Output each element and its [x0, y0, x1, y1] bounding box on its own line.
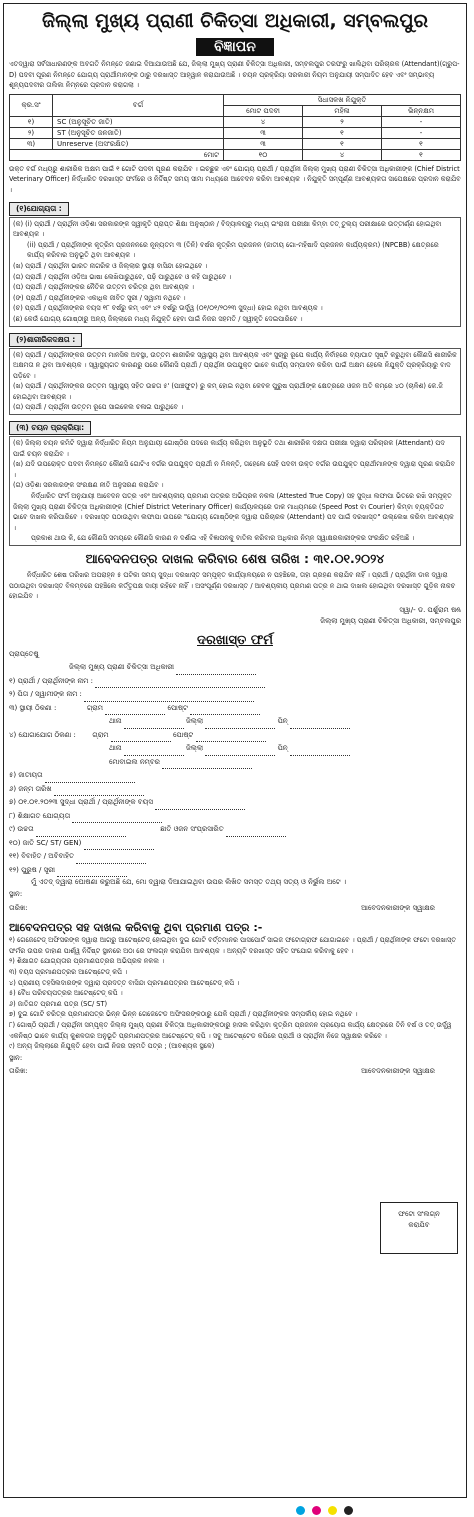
field-father-label: ୨) ପିତା / ସ୍ୱାମୀଙ୍କ ନାମ : [9, 690, 82, 699]
list-item: (କ) ପ୍ରାର୍ଥୀ / ପ୍ରାର୍ଥିନୀଙ୍କର ଉତ୍ତମ ମାନସିକ ଅବସ୍ଥା, ଉତ୍ତମ ଶାରୀରିକ ସ୍ୱାସ୍ଥ୍ୟ ଥିବା ଆବଶ୍ୟକ ଏବଂ ସୁଚାରୁ ରୂପେ କାର୍ଯ୍ୟ ନିର୍ବାହରେ ବ୍ୟାଘାତ ସୃଷ୍ଟି କରୁଥିବା କୌଣସି ଶାରୀରିକ ଅକ୍ଷମତା ନ ଥିବା ଆବଶ୍ୟକ । ସ୍ୱାସ୍ଥ୍ୟଗତ କାରଣରୁ ପରେ କୌଣସି ପ୍ରାର୍ଥୀ / ପ୍ରାର୍ଥିନୀ ଉପଯୁକ୍ତ ଭାବେ କାର୍ଯ୍ୟ ସମ୍ପାଦନ କରିବା ପାଇଁ ଅକ୍ଷମ ହେଲେ ନିଯୁକ୍ତି ପ୍ରକ୍ରିୟାରୁ ବାଦ ପଡ଼ିବେ । [13, 350, 457, 380]
list-item: ପ୍ରକାଶ ଥାଉ କି, ଯେ କୌଣସି ସମୟରେ କୌଣସି କାରଣ ନ ଦର୍ଶାଇ ଏହି ବିଜ୍ଞାପନକୁ ବାତିଲ କରିବାର ଅଧିକାର ନିମ୍ନ ସ୍ୱାକ୍ଷରକାରୀଙ୍କର ସଂରକ୍ଷିତ ରହିଅଛି । [31, 534, 415, 543]
eligibility-heading: (୧)ଯୋଗ୍ୟତା : [9, 202, 69, 216]
officer-designation: ଜିଲ୍ଲା ମୁଖ୍ୟ ପ୍ରାଣୀ ଚିକିତ୍ସା ଅଧିକାରୀ, ସମ୍ବଲପୁର [320, 616, 461, 625]
advertisement-heading: ବିଜ୍ଞାପନ [196, 38, 274, 56]
table-row: ୨) ST (ଅନୁସୂଚିତ ଜନଜାତି) ୩ ୧ - [10, 127, 461, 138]
magenta-registration-dot [312, 1506, 321, 1515]
form-to-value: ଜିଲ୍ଲା ମୁଖ୍ୟ ପ୍ରାଣୀ ଚିକିତ୍ସା ଅଧିକାରୀ [69, 663, 175, 672]
applicant-signature-2: ଆବେଦନକାରୀଙ୍କ ସ୍ୱାକ୍ଷର [361, 1067, 435, 1076]
mobile-field[interactable] [162, 759, 252, 769]
field-name-label: ୧) ପ୍ରାର୍ଥୀ / ପ୍ରାର୍ଥିନୀଙ୍କ ନାମ : [9, 676, 94, 685]
col-category: ବର୍ଗ [53, 94, 224, 116]
physical-section [9, 348, 461, 416]
list-item: ନିର୍ଦ୍ଧାରିତ ଫର୍ମ ଅନୁଯାୟୀ ଆବେଦନ ପତ୍ର ଏବଂ ଆବଶ୍ୟକୀୟ ପ୍ରମାଣ ପତ୍ରର ଅଭିପ୍ରକ ନକଲ (Attested True Copy) ସହ ସୁଦ୍ଧା ଲଫାପା ଭିତରେ ରଖି ସମ୍ପୃକ୍ତ ଜିଲ୍ଲା ମୁଖ୍ୟ ପ୍ରାଣୀ ଚିକିତ୍ସା ଅଧିକାରୀଙ୍କ (Chief District Veterinary Officer) କାର୍ଯ୍ୟାଳୟରେ ଡାକ ମାଧ୍ୟମରେ (Speed Post ବା Courier) କିମ୍ବା ବ୍ୟକ୍ତିଗତ ଭାବେ ଦାଖଲ କରିପାରିବେ । ଦରଖାସ୍ତ ପଠାଉଥିବା ଲଫାପା ଉପରେ "ଯୋଗ୍ୟ ଗୋଷ୍ଠିଙ୍କ ଦ୍ୱାରା ପରିଚାରକ (Attendant) ପଦ ପାଇଁ ଦରଖାସ୍ତ" ଉଲ୍ଲେଖ କରିବା ଆବଶ୍ୟକ । [13, 492, 454, 532]
form-to: ପ୍ରାପ୍ତେଷୁ [9, 649, 39, 658]
list-item: ୮) ଗୋଷ୍ଠି ପ୍ରାର୍ଥୀ / ପ୍ରାର୍ଥିନୀ ସମ୍ପୃକ୍ତ ଜିଲ୍ଲା ମୁଖ୍ୟ ପ୍ରାଣୀ ଚିକିତ୍ସା ଅଧିକାରୀଙ୍କଠାରୁ ହାସଲ କରିଥିବା କୃତ୍ରିମ ପ୍ରଜନନ ପ୍ରୟୋଗ କାର୍ଯ୍ୟ କ୍ଷେତ୍ରରେ ତିନି ବର୍ଷ ଓ ତତ୍ ଉର୍ଦ୍ଧ୍ୱ ଏକନିଷ୍ଠ ଭାବେ କାର୍ଯ୍ୟ କୁଶଳତାର ଅନୁଭୂତି ପ୍ରମାଣପତ୍ରର ଆଟେଷ୍ଟେଡ୍ କପି । ସବୁ ଆଟେଷ୍ଟେଡ କପିରେ ପ୍ରାର୍ଥୀ ଓ ପ୍ରାର୍ଥିନୀ ନିଜେ ସ୍ୱାକ୍ଷର କରିବେ । [9, 1021, 452, 1040]
list-item: (କ) ଜିଲ୍ଲା ଚୟନ କମିଟି ଦ୍ୱାରା ନିର୍ଦ୍ଧାରିତ ନିୟମ ଅନୁଯାୟୀ ଗୋଷ୍ଠିର ପଦରେ କାର୍ଯ୍ୟ କରିଥିବା ଅନୁଭୂତି ତଥା ଶାରୀରିକ ଦକ୍ଷତା ପରୀକ୍ଷା ଦ୍ୱାରା ପରିଚାରକ (Attendant) ପଦ ପାଇଁ ଚୟନ କରାଯିବ । [13, 439, 445, 458]
mobile-label: ମୋବାଇଲ ନମ୍ବର [109, 757, 160, 766]
list-item: (ii) ପ୍ରାର୍ଥୀ / ପ୍ରାର୍ଥିନୀଙ୍କ କୃତ୍ରିମ ପ୍ରଜନନରେ ନୂନ୍ୟତମ ୩ (ତିନି) ବର୍ଷର କୃତ୍ରିମ ପ୍ରଜନନ (ଜାତୀୟ ଗୋ-ମହିଷାଦି ପ୍ରଜନନ କାର୍ଯ୍ୟକ୍ରମ) (NPCBB) କ୍ଷେତ୍ରରେ କାର୍ଯ୍ୟ କରିବାର ଅନୁଭୂତି ଥିବା ଆବଶ୍ୟକ । [27, 240, 439, 260]
after-table-paragraph: ଉକ୍ତ ବର୍ଗ ମଧ୍ୟରୁ ଶାରୀରିକ ଅକ୍ଷମ ପାଇଁ ୧ ଗୋଟି ପଦବୀ ପୂରଣ କରାଯିବ । ଇଚ୍ଛୁକ ଏବଂ ଯୋଗ୍ୟ ପ୍ରାର୍ଥୀ / ପ୍ରାର୍ଥିନୀ ଜିଲ୍ଲା ମୁଖ୍ୟ ପ୍ରାଣୀ ଚିକିତ୍ସା ଅଧିକାରୀଙ୍କ (Chief District Veterinary Officer) ନିର୍ଦ୍ଧାରିତ ଦରଖାସ୍ତ ଫର୍ମରେ ଓ ନିର୍ଦ୍ଦିଷ୍ଟ ସମୟ ସୀମା ମଧ୍ୟରେ ଆବେଦନ କରିବା ଆବଶ୍ୟକ । ନିଯୁକ୍ତି ସମ୍ପୂର୍ଣ୍ଣ ଆବଶ୍ୟକତା ସାପେକ୍ଷରେ ପ୍ରଦାନ କରାଯିବ । [9, 164, 461, 194]
list-item: (ଖ) ପ୍ରାର୍ଥୀ / ପ୍ରାର୍ଥିନୀ ଭାରତ ନାଗରିକ ଓ ଜିଲ୍ଲାର ସ୍ଥାୟୀ ବାସିନ୍ଦା ହୋଇଥିବେ । [13, 261, 208, 270]
photo-box: ଫଟୋ ସଂଲଗ୍ନ କରାଯିବ [380, 1202, 458, 1254]
list-item: (ଖ) ପ୍ରାର୍ଥୀ / ପ୍ରାର୍ଥିନୀଙ୍କର ଉତ୍ତମ ସ୍ୱାସ୍ଥ୍ୟ ସହିତ ଉଚ୍ଚତା ୫' (ପାଞ୍ଚଫୁଟ) ରୁ କମ୍ ହୋଇ ନଥିବା କେବଳ ପୁରୁଷ ପ୍ରାର୍ଥୀଙ୍କ କ୍ଷେତ୍ରରେ ଓଜନ ଅତି କମ୍‌ରେ ୪୦ (ଚାଳିଶ) କେ.ଜି ହୋଇଥିବା ଆବଶ୍ୟକ । [13, 382, 443, 401]
list-item: (ଘ) ପ୍ରାର୍ଥୀ / ପ୍ରାର୍ଥିନୀଙ୍କର ନୈତିକ ଉତ୍ତମ ଚରିତ୍ର ଥିବା ଆବଶ୍ୟକ । [13, 283, 194, 292]
list-item: ୫) ବୈଧ ପରିଚୟପତ୍ରର ଆଟେଷ୍ଟେଡ୍ କପି । [9, 989, 123, 998]
list-item: ୪) ପ୍ରାଣୀୟ ତହସିଲଦାରଙ୍କ ଦ୍ୱାରା ପ୍ରଦତ୍ତ ବାସିନ୍ଦା ପ୍ରମାଣପତ୍ରର ଆଟେଷ୍ଟେଡ୍ କପି । [9, 978, 240, 987]
intro-paragraph: ଏତଦ୍ୱାରା ସର୍ବସାଧାରଣଙ୍କ ଅବଗତି ନିମନ୍ତେ ଜଣାଇ ଦିଆଯାଉଅଛି ଯେ, ଜିଲ୍ଲା ମୁଖ୍ୟ ପ୍ରାଣୀ ଚିକିତ୍ସା ଅଧିକାରୀ, ସମ୍ବଲପୁର ତରଫରୁ ଖାଲିଥିବା ପରିଚାରକ (Attendant)(ଗ୍ରୁପ-D) ପଦବୀ ପୂରଣ ନିମନ୍ତେ ଯୋଗ୍ୟ ପ୍ରାର୍ଥୀମାନଙ୍କ ଠାରୁ ଦରଖାସ୍ତ ଆହ୍ୱାନ କରାଯାଉଅଛି । ଚୟନ ପ୍ରକ୍ରିୟା ସରକାରୀ ନିୟମ ଅନୁଯାୟୀ ସମ୍ପାଦିତ ହେବ ଏବଂ ସମ୍ଭାବ୍ୟ ଶୂନ୍ୟପଦବୀର ତାଲିକା ନିମ୍ନରେ ପ୍ରଦାନ କରାଗଲା । [9, 60, 460, 90]
name-field[interactable] [95, 678, 265, 688]
list-item: (ଚ) ପ୍ରାର୍ଥୀ / ପ୍ରାର୍ଥିନୀଙ୍କର ବୟସ ୧୮ ବର୍ଷରୁ କମ୍ ଏବଂ ୪୨ ବର୍ଷରୁ ଊର୍ଦ୍ଧ୍ୱ (୦୧/୦୧/୨୦୨୩ ସୁଦ୍ଧା) ହୋଇ ନଥିବା ଆବଶ୍ୟକ । [13, 304, 323, 313]
col-women: ମହିଳା [303, 105, 382, 116]
list-item: (ଗ) ପ୍ରାର୍ଥୀ / ପ୍ରାର୍ଥିନୀ ଉତ୍ତମ ରୂପେ ସାଇକେଲ ଚଳାଇ ପାରୁଥିବେ । [13, 403, 184, 412]
field-contact-address-label: ୪) ଯୋଗାଯୋଗ ଠିକଣା : [9, 730, 76, 739]
father-name-field[interactable] [84, 692, 254, 702]
yellow-registration-dot [328, 1506, 337, 1515]
col-total: ମୋଟ ପଦବୀ [224, 105, 303, 116]
list-item: (ଗ) ଓଡ଼ିଶା ସରକାରଙ୍କ ସଂରକ୍ଷଣ ନୀତି ଅନୁସରଣ କରାଯିବ । [13, 481, 164, 490]
list-item: (କ) (i) ପ୍ରାର୍ଥୀ / ପ୍ରାର୍ଥିନୀ ଓଡ଼ିଶା ସରକାରଙ୍କ ସ୍ୱୀକୃତି ପ୍ରାପ୍ତ ଶିକ୍ଷା ଅନୁଷ୍ଠାନ / ବିଦ୍ୟାଳୟରୁ ମଧ୍ୟ ଇଂରାଜୀ ପରୀକ୍ଷା କିମ୍ବା ତତ୍ ତୁଲ୍ୟ ପରୀକ୍ଷାରେ ଉତ୍ତୀର୍ଣ୍ଣ ହୋଇଥିବା ଆବଶ୍ୟକ । [13, 219, 442, 239]
list-item: ୨) ଶିକ୍ଷାଗତ ଯୋଗ୍ୟତାର ପ୍ରମାଣପତ୍ରର ଅଭିପ୍ରକ ନକଲ । [9, 957, 165, 966]
selection-section [9, 436, 461, 546]
form-title: ଦରଖାସ୍ତ ଫର୍ମ [197, 632, 273, 648]
officer-signature [9, 605, 461, 627]
col-sl: କ୍ର.ସଂ [10, 94, 53, 116]
list-item: (ଖ) ଯଦି ଉପରୋକ୍ତ ପଦବୀ ନିମନ୍ତେ କୌଣସି ଗୋଟିଏ ବର୍ଗର ଉପଯୁକ୍ତ ପ୍ରାର୍ଥୀ ନ ମିଳନ୍ତି, ତାହେଲେ ସେହି ପଦବୀ ଉକ୍ତ ବର୍ଗର ଉପଯୁକ୍ତ ପ୍ରାର୍ଥୀମାନଙ୍କ ଦ୍ୱାରା ପୂରଣ କରାଯିବ । [13, 460, 455, 479]
list-item: (ଙ) ପ୍ରାର୍ଥୀ / ପ୍ରାର୍ଥିନୀଙ୍କର ଏକାଧିକ ଜୀବିତ ସ୍ତ୍ରୀ / ସ୍ୱାମୀ ନଥିବେ । [13, 293, 186, 302]
office-title: ଜିଲ୍ଲା ମୁଖ୍ୟ ପ୍ରାଣୀ ଚିକିତ୍ସା ଅଧିକାରୀ, ସମ୍ବଲପୁର [41, 10, 429, 32]
field-permanent-address-label: ୩) ସ୍ଥାୟୀ ଠିକଣା : [9, 703, 57, 712]
physical-heading: (୨)ଶାରୀରିକଦକ୍ଷତା : [9, 333, 82, 347]
list-item: ୭) ଦୁଇ ଗୋଟି ଚରିତ୍ର ପ୍ରମାଣପତ୍ର ଭିନ୍ନ ଭିନ୍ନ ଗେଜେଟେଡ ଅଫିସରଙ୍କଠାରୁ ଯେକି ପ୍ରାର୍ଥୀ / ପ୍ରାର୍ଥିନୀଙ୍କର ସମ୍ପର୍କୀୟ ହୋଇ ନଥିବେ । [9, 1010, 358, 1019]
documents-title: ଆବେଦନପତ୍ର ସହ ଦାଖଲ କରିବାକୁ ଥିବା ପ୍ରମାଣ ପତ୍ର :- [9, 921, 263, 935]
table-row: ୩) Unreserve (ଅସଂରକ୍ଷିତ) ୩ ୧ ୧ [10, 138, 461, 149]
list-item: (ଗ) ପ୍ରାର୍ଥୀ / ପ୍ରାର୍ଥିନୀ ଓଡ଼ିଆ ଭାଷା ଲେଖିପାରୁଥିବେ, ପଢ଼ି ପାରୁଥିବେ ଓ କହି ପାରୁଥିବେ । [13, 272, 232, 281]
col-pwd: ଭିନ୍ନକ୍ଷମ [382, 105, 461, 116]
declaration: ମୁଁ ଏତଦ୍ ଦ୍ୱାରା ଘୋଷଣା କରୁଅଛି ଯେ, ମୋ ଦ୍ୱାରା ଦିଆଯାଇଥିବା ଉପର ଲିଖିତ ସମସ୍ତ ତଥ୍ୟ ସତ୍ୟ ଓ ନିର୍ଭୁଲ ଅଟେ । [31, 878, 346, 887]
table-total-row: ମୋଟ ୧୦ ୪ ୧ [10, 149, 461, 160]
list-item: ୬) ଜାତିଗତ ପ୍ରମାଣ ପତ୍ର (SC/ ST) [9, 999, 108, 1008]
table-row: ୧) SC (ଅନୁସୂଚିତ ଜାତି) ୪ ୨ - [10, 116, 461, 127]
deadline-note: ନିର୍ଦ୍ଧାରିତ ଶେଷ ତାରିଖର ଅପରାହ୍ନ ୫ ଘଟିକା ସମୟ ସୁଦ୍ଧା ଦରଖାସ୍ତ ସମ୍ପୃକ୍ତ କାର୍ଯ୍ୟାଳୟରେ ନ ପହଞ୍ଚିଲେ, ତାହା ଗ୍ରହଣ କରାଯିବ ନାହିଁ । ପ୍ରାର୍ଥୀ / ପ୍ରାର୍ଥିନୀ ଡାକ ଦ୍ୱାରା ପଠାଉଥିବା ଦରଖାସ୍ତ ବିଳମ୍ବରେ ପହଞ୍ଚିଲେ କର୍ତ୍ତୃପକ୍ଷ ଦାୟୀ ରହିବେ ନାହିଁ । ଅସଂପୂର୍ଣ୍ଣ ଦରଖାସ୍ତ / ଆବଶ୍ୟକୀୟ ପ୍ରମାଣ ପତ୍ର ନ ଥାଇ ଦାଖଲ ହୋଇଥିବା ଦରଖାସ୍ତ ଗୁଡ଼ିକ ନାକଚ ହୋଇଯିବ । [9, 571, 456, 601]
selection-heading: (୩) ଚୟନ ପ୍ରକ୍ରିୟା: [9, 421, 91, 435]
cyan-registration-dot [296, 1506, 305, 1515]
list-item: ୩) ବୟସ ପ୍ରମାଣପତ୍ରର ଆଟେଷ୍ଟେଡ୍ କପି । [9, 968, 128, 977]
applicant-signature: ଆବେଦନକାରୀଙ୍କ ସ୍ୱାକ୍ଷର [361, 903, 435, 912]
vacancy-table [9, 94, 461, 161]
list-item: ୧) ଗେଜେଟେଡ୍ ଅଫିସରଙ୍କ ଦ୍ୱାରା ଆଗରୁ ଆଟେଷ୍ଟେଡ୍ ହୋଇଥିବା ଦୁଇ ଗୋଟି ବର୍ତ୍ତମାନର ପାସପୋର୍ଟ ସାଇଜ ଫଟୋଗ୍ରାଫ ଯୋଗାଇବେ । ପ୍ରାର୍ଥୀ / ପ୍ରାର୍ଥିନୀଙ୍କ ଫଟୋ ଦରଖାସ୍ତ ଫର୍ମର ଉପର ଡାହାଣ ପାର୍ଶ୍ୱ ନିର୍ଦ୍ଦିଷ୍ଟ ସ୍ଥାନରେ ଅଠା ରେ ସଂଲଗ୍ନ କରାଯିବା ଆବଶ୍ୟକ । ଅନ୍ୟଟି ଦରଖାସ୍ତ ସହିତ ସଂଯୋଗ କରିବାକୁ ହେବ । [9, 936, 457, 955]
col-group: ସିଧାସଳଖ ନିଯୁକ୍ତି [224, 94, 461, 105]
list-item: (ଛ) କେଉଁ ଯୋଗ୍ୟ ଗୋଷ୍ଠୀରୁ ଅନ୍ୟ ଜିଲ୍ଲାରେ ମଧ୍ୟ ନିଯୁକ୍ତି ହେବା ପାଇଁ ନିଜର ସହମତି / ସ୍ୱୀକୃତି ଦେଇପାରିବେ । [13, 314, 303, 323]
list-item: ୯) ଅନ୍ୟ ଜିଲ୍ଲାରେ ନିଯୁକ୍ତି ହେବା ପାଇଁ ନିଜର ସହମତି ପତ୍ର ; (ଆବଶ୍ୟକ ସ୍ଥଳେ) [9, 1042, 215, 1051]
last-date-heading: ଆବେଦନପତ୍ର ଦାଖଲ କରିବାର ଶେଷ ତାରିଖ : ୩୧.୦୧.୨୦୨୪ [85, 551, 385, 566]
advertisement-notice: ଜିଲ୍ଲା ମୁଖ୍ୟ ପ୍ରାଣୀ ଚିକିତ୍ସା ଅଧିକାରୀ, ସମ୍ବଲପୁର ବିଜ୍ଞାପନ ଏତଦ୍ୱାରା ସର୍ବସାଧାରଣଙ୍କ ଅବଗତି ନିମନ୍ତେ ଜଣାଇ ଦିଆଯାଉଅଛି ଯେ, ଜିଲ୍ଲା ମୁଖ୍ୟ ପ୍ରାଣୀ ଚିକିତ୍ସା ଅଧିକାରୀ, ସମ୍ବଲପୁର ତରଫରୁ ଖାଲିଥିବା ପରିଚାରକ (Attendant)(ଗ୍ରୁପ-D) ପଦବୀ ପୂରଣ ନିମନ୍ତେ ଯୋଗ୍ୟ ପ୍ରାର୍ଥୀମାନଙ୍କ ଠାରୁ ଦରଖାସ୍ତ ଆହ୍ୱାନ କରାଯାଉଅଛି । ଚୟନ ପ୍ରକ୍ରିୟା ସରକାରୀ ନିୟମ ଅନୁଯାୟୀ ସମ୍ପାଦିତ ହେବ ଏବଂ ସମ୍ଭାବ୍ୟ ଶୂନ୍ୟପଦବୀର ତାଲିକା ନିମ୍ନରେ ପ୍ରଦାନ କରାଗଲା । କ୍ର.ସଂ ବର୍ଗ ସିଧାସଳଖ ନିଯୁକ୍ତି ମୋଟ ପଦବୀ ମହିଳା ଭିନ୍ନକ୍ଷମ ୧) SC (ଅନୁସୂଚିତ ଜାତି) ୪ ୨ - ୨) ST (ଅନୁସୂଚିତ ଜନଜାତି) ୩ ୧ - ୩) Unreserve (ଅସଂରକ୍ଷିତ) ୩ ୧ ୧ ମୋଟ ୧୦ ୪ ୧ ଉକ୍ତ ବର୍ଗ ମଧ୍ୟରୁ ଶାରୀରିକ ଅକ୍ଷମ ପାଇଁ ୧ ଗୋଟି ପଦବୀ ପୂରଣ କରାଯିବ । ଇଚ୍ଛୁକ ଏବଂ ଯୋଗ୍ୟ ପ୍ରାର୍ଥୀ / ପ୍ରାର୍ଥିନୀ ଜିଲ୍ଲା ମୁଖ୍ୟ ପ୍ରାଣୀ ଚିକିତ୍ସା ଅଧିକାରୀଙ୍କ (Chief District Veterinary Officer) ନିର୍ଦ୍ଧାରିତ ଦରଖାସ୍ତ ଫର୍ମରେ ଓ ନିର୍ଦ୍ଦିଷ୍ଟ ସମୟ ସୀମା ମଧ୍ୟରେ ଆବେଦନ କରିବା ଆବଶ୍ୟକ । ନିଯୁକ୍ତି ସମ୍ପୂର୍ଣ୍ଣ ଆବଶ୍ୟକତା ସାପେକ୍ଷରେ ପ୍ରଦାନ କରାଯିବ । (୧)ଯୋଗ୍ୟତା : (କ) (i) ପ୍ରାର୍ଥୀ / ପ୍ରାର୍ଥିନୀ ଓଡ଼ିଶା ସରକାରଙ୍କ ସ୍ୱୀକୃତି ପ୍ରାପ୍ତ ଶିକ୍ଷା ଅନୁଷ୍ଠାନ / ବିଦ୍ୟାଳୟରୁ ମଧ୍ୟ ଇଂରାଜୀ ପରୀକ୍ଷା କିମ୍ବା ତତ୍ ତୁଲ୍ୟ ପରୀକ୍ଷାରେ ଉତ୍ତୀର୍ଣ୍ଣ ହୋଇଥିବା ଆବଶ୍ୟକ । (ii) ପ୍ରାର୍ଥୀ / ପ୍ରାର୍ଥିନୀଙ୍କ କୃତ୍ରିମ ପ୍ରଜନନରେ ନୂନ୍ୟତମ ୩ (ତିନି) ବର୍ଷର କୃତ୍ରିମ ପ୍ରଜନନ (ଜାତୀୟ ଗୋ-ମହିଷାଦି ପ୍ରଜନନ କାର୍ଯ୍ୟକ୍ରମ) (NPCBB) କ୍ଷେତ୍ରରେ କାର୍ଯ୍ୟ କରିବାର ଅନୁଭୂତି ଥିବା ଆବଶ୍ୟକ । (ଖ) ପ୍ରାର୍ଥୀ / ପ୍ରାର୍ଥିନୀ ଭାରତ ନାଗରିକ ଓ ଜିଲ୍ଲାର ସ୍ଥାୟୀ ବାସିନ୍ଦା ହୋଇଥିବେ । (ଗ) ପ୍ରାର୍ଥୀ / ପ୍ରାର୍ଥିନୀ ଓଡ଼ିଆ ଭାଷା ଲେଖିପାରୁଥିବେ, ପଢ଼ି ପାରୁଥିବେ ଓ କହି ପାରୁଥିବେ । (ଘ) ପ୍ରାର୍ଥୀ / ପ୍ରାର୍ଥିନୀଙ୍କର ନୈତିକ ଉତ୍ତମ ଚରିତ୍ର ଥିବା ଆବଶ୍ୟକ । (ଙ) ପ୍ରାର୍ଥୀ / ପ୍ରାର୍ଥିନୀଙ୍କର ଏକାଧିକ ଜୀବିତ ସ୍ତ୍ରୀ / ସ୍ୱାମୀ ନଥିବେ । (ଚ) ପ୍ରାର୍ଥୀ / ପ୍ରାର୍ଥିନୀଙ୍କର ବୟସ ୧୮ ବର୍ଷରୁ କମ୍ ଏବଂ ୪୨ ବର୍ଷରୁ ଊର୍ଦ୍ଧ୍ୱ (୦୧/୦୧/୨୦୨୩ ସୁଦ୍ଧା) ହୋଇ ନଥିବା ଆବଶ୍ୟକ । (ଛ) କେଉଁ ଯୋଗ୍ୟ ଗୋଷ୍ଠୀରୁ ଅନ୍ୟ ଜିଲ୍ଲାରେ ମଧ୍ୟ ନିଯୁକ୍ତି ହେବା ପାଇଁ ନିଜର ସହମତି / ସ୍ୱୀକୃତି ଦେଇପାରିବେ । (୨)ଶାରୀରିକଦକ୍ଷତା : (କ) ପ୍ରାର୍ଥୀ / ପ୍ରାର୍ଥିନୀଙ୍କର ଉତ୍ତମ ମାନସିକ ଅବସ୍ଥା, ଉତ୍ତମ ଶାରୀରିକ ସ୍ୱାସ୍ଥ୍ୟ ଥିବା ଆବଶ୍ୟକ ଏବଂ ସୁଚାରୁ ରୂପେ କାର୍ଯ୍ୟ ନିର୍ବାହରେ ବ୍ୟାଘାତ ସୃଷ୍ଟି କରୁଥିବା କୌଣସି ଶାରୀରିକ ଅକ୍ଷମତା ନ ଥିବା ଆବଶ୍ୟକ । ସ୍ୱାସ୍ଥ୍ୟଗତ କାରଣରୁ ପରେ କୌଣସି ପ୍ରାର୍ଥୀ / ପ୍ରାର୍ଥିନୀ ଉପଯୁକ୍ତ ଭାବେ କାର୍ଯ୍ୟ ସମ୍ପାଦନ କରିବା ପାଇଁ ଅକ୍ଷମ ହେଲେ ନିଯୁକ୍ତି ପ୍ରକ୍ରିୟାରୁ ବାଦ ପଡ଼ିବେ । (ଖ) ପ୍ରାର୍ଥୀ / ପ୍ରାର୍ଥିନୀଙ୍କର ଉତ୍ତମ ସ୍ୱାସ୍ଥ୍ୟ ସହିତ ଉଚ୍ଚତା ୫' (ପାଞ୍ଚଫୁଟ) ରୁ କମ୍ ହୋଇ ନଥିବା କେବଳ ପୁରୁଷ ପ୍ରାର୍ଥୀଙ୍କ କ୍ଷେତ୍ରରେ ଓଜନ ଅତି କମ୍‌ରେ ୪୦ (ଚାଳିଶ) କେ.ଜି ହୋଇଥିବା ଆବଶ୍ୟକ । (ଗ) ପ୍ରାର୍ଥୀ / ପ୍ରାର୍ଥିନୀ ଉତ୍ତମ ରୂପେ ସାଇକେଲ ଚଳାଇ ପାରୁଥିବେ । (୩) ଚୟନ ପ୍ରକ୍ରିୟା: (କ) ଜିଲ୍ଲା ଚୟନ କମିଟି ଦ୍ୱାରା ନିର୍ଦ୍ଧାରିତ ନିୟମ ଅନୁଯାୟୀ ଗୋଷ୍ଠିର ପଦରେ କାର୍ଯ୍ୟ କରିଥିବା ଅନୁଭୂତି ତଥା ଶାରୀରିକ ଦକ୍ଷତା ପରୀକ୍ଷା ଦ୍ୱାରା ପରିଚାରକ (Attendant) ପଦ ପାଇଁ ଚୟନ କରାଯିବ । (ଖ) ଯଦି ଉପରୋକ୍ତ ପଦବୀ ନିମନ୍ତେ କୌଣସି ଗୋଟିଏ ବର୍ଗର ଉପଯୁକ୍ତ ପ୍ରାର୍ଥୀ ନ ମିଳନ୍ତି, ତାହେଲେ ସେହି ପଦବୀ ଉକ୍ତ ବର୍ଗର ଉପଯୁକ୍ତ ପ୍ରାର୍ଥୀମାନଙ୍କ ଦ୍ୱାରା ପୂରଣ କରାଯିବ । (ଗ) ଓଡ଼ିଶା ସରକାରଙ୍କ ସଂରକ୍ଷଣ ନୀତି ଅନୁସରଣ କରାଯିବ । ନିର୍ଦ୍ଧାରିତ ଫର୍ମ ଅନୁଯାୟୀ ଆବେଦନ ପତ୍ର ଏବଂ ଆବଶ୍ୟକୀୟ ପ୍ରମାଣ ପତ୍ରର ଅଭିପ୍ରକ ନକଲ (Attested True Copy) ସହ ସୁଦ୍ଧା ଲଫାପା ଭିତରେ ରଖି ସମ୍ପୃକ୍ତ ଜିଲ୍ଲା ମୁଖ୍ୟ ପ୍ରାଣୀ ଚିକିତ୍ସା ଅଧିକାରୀଙ୍କ (Chief District Veterinary Officer) କାର୍ଯ୍ୟାଳୟରେ ଡାକ ମାଧ୍ୟମରେ (Speed Post ବା Courier) କିମ୍ବା ବ୍ୟକ୍ତିଗତ ଭାବେ ଦାଖଲ କରିପାରିବେ । ଦରଖାସ୍ତ ପଠାଉଥିବା ଲଫାପା ଉପରେ "ଯୋଗ୍ୟ ଗୋଷ୍ଠିଙ୍କ ଦ୍ୱାରା ପରିଚାରକ (Attendant) ପଦ ପାଇଁ ଦରଖାସ୍ତ" ଉଲ୍ଲେଖ କରିବା ଆବଶ୍ୟକ । ପ୍ରକାଶ ଥାଉ କି, ଯେ କୌଣସି ସମୟରେ କୌଣସି କାରଣ ନ ଦର୍ଶାଇ ଏହି ବିଜ୍ଞାପନକୁ ବାତିଲ କରିବାର ଅଧିକାର ନିମ୍ନ ସ୍ୱାକ୍ଷରକାରୀଙ୍କର ସଂରକ୍ଷିତ ରହିଅଛି । ଆବେଦନପତ୍ର ଦାଖଲ କରିବାର ଶେଷ ତାରିଖ : ୩୧.୦୧.୨୦୨୪ ନିର୍ଦ୍ଧାରିତ ଶେଷ ତାରିଖର ଅପରାହ୍ନ ୫ ଘଟିକା ସମୟ ସୁଦ୍ଧା ଦରଖାସ୍ତ ସମ୍ପୃକ୍ତ କାର୍ଯ୍ୟାଳୟରେ ନ ପହଞ୍ଚିଲେ, ତାହା ଗ୍ରହଣ କରାଯିବ ନାହିଁ । ପ୍ରାର୍ଥୀ / ପ୍ରାର୍ଥିନୀ ଡାକ ଦ୍ୱାରା ପଠାଉଥିବା ଦରଖାସ୍ତ ବିଳମ୍ବରେ ପହଞ୍ଚିଲେ କର୍ତ୍ତୃପକ୍ଷ ଦାୟୀ ରହିବେ ନାହିଁ । ଅସଂପୂର୍ଣ୍ଣ ଦରଖାସ୍ତ / ଆବଶ୍ୟକୀୟ ପ୍ରମାଣ ପତ୍ର ନ ଥାଇ ଦାଖଲ ହୋଇଥିବା ଦରଖାସ୍ତ ଗୁଡ଼ିକ ନାକଚ ହୋଇଯିବ । ସ୍ୱା/- ଡ. ପର୍ଶୁରାମ ଷଣ୍ଢ ଜିଲ୍ଲା ମୁଖ୍ୟ ପ୍ରାଣୀ ଚିକିତ୍ସା ଅଧିକାରୀ, ସମ୍ବଲପୁର ଦରଖାସ୍ତ ଫର୍ମ ପ୍ରାପ୍ତେଷୁ ଜିଲ୍ଲା ମୁଖ୍ୟ ପ୍ରାଣୀ ଚିକିତ୍ସା ଅଧିକାରୀ ୧) ପ୍ରାର୍ଥୀ / ପ୍ରାର୍ଥିନୀଙ୍କ ନାମ : ୨) ପିତା / ସ୍ୱାମୀଙ୍କ ନାମ : ୩) ସ୍ଥାୟୀ ଠିକଣା : ଗ୍ରାମ ପୋଷ୍ଟ ଥାନା ଜିଲ୍ଲା ପିନ୍ ୪) ଯୋଗାଯୋଗ ଠିକଣା : ଗ୍ରାମ ପୋଷ୍ଟ ଥାନା ଜିଲ୍ଲା ପିନ୍ ମୋବାଇଲ ନମ୍ବର ୫) ଜାତୀୟତା ୬) ଜନ୍ମ ତାରିଖ ୭) ୦୧.୦୧.୨୦୨୩ ସୁଦ୍ଧା ପ୍ରାର୍ଥୀ / ପ୍ରାର୍ଥିନୀଙ୍କ ବୟସ ୮) ଶିକ୍ଷାଗତ ଯୋଗ୍ୟତା ୯) ଉଚ୍ଚତା ଛାତି ଓଜନ ସଂପ୍ରସାରିତ ୧୦) ଜାତି SC/ ST/ GEN) ୧୧) ବିବାହିତ / ଅବିବାହିତ ୧୨) ପୁରୁଷ / ସ୍ତ୍ରୀ ମୁଁ ଏତଦ୍ ଦ୍ୱାରା ଘୋଷଣା କରୁଅଛି ଯେ, ମୋ ଦ୍ୱାରା ଦିଆଯାଇଥିବା ଉପର ଲିଖିତ ସମସ୍ତ ତଥ୍ୟ ସତ୍ୟ ଓ ନିର୍ଭୁଲ ଅଟେ । ସ୍ଥାନ: ତାରିଖ: ଆବେଦନକାରୀଙ୍କ ସ୍ୱାକ୍ଷର ଆବେଦନପତ୍ର ସହ ଦାଖଲ କରିବାକୁ ଥିବା ପ୍ରମାଣ ପତ୍ର :- ୧) ଗେଜେଟେଡ୍ ଅଫିସରଙ୍କ ଦ୍ୱାରା ଆଗରୁ ଆଟେଷ୍ଟେଡ୍ ହୋଇଥିବା ଦୁଇ ଗୋଟି ବର୍ତ୍ତମାନର ପାସପୋର୍ଟ ସାଇଜ ଫଟୋଗ୍ରାଫ ଯୋଗାଇବେ । ପ୍ରାର୍ଥୀ / ପ୍ରାର୍ଥିନୀଙ୍କ ଫଟୋ ଦରଖାସ୍ତ ଫର୍ମର ଉପର ଡାହାଣ ପାର୍ଶ୍ୱ ନିର୍ଦ୍ଦିଷ୍ଟ ସ୍ଥାନରେ ଅଠା ରେ ସଂଲଗ୍ନ କରାଯିବା ଆବଶ୍ୟକ । ଅନ୍ୟଟି ଦରଖାସ୍ତ ସହିତ ସଂଯୋଗ କରିବାକୁ ହେବ । ୨) ଶିକ୍ଷାଗତ ଯୋଗ୍ୟତାର ପ୍ରମାଣପତ୍ରର ଅଭିପ୍ରକ ନକଲ । ୩) ବୟସ ପ୍ରମାଣପତ୍ରର ଆଟେଷ୍ଟେଡ୍ କପି । ୪) ପ୍ରାଣୀୟ ତହସିଲଦାରଙ୍କ ଦ୍ୱାରା ପ୍ରଦତ୍ତ ବାସିନ୍ଦା ପ୍ରମାଣପତ୍ରର ଆଟେଷ୍ଟେଡ୍ କପି । ୫) ବୈଧ ପରିଚୟପତ୍ରର ଆଟେଷ୍ଟେଡ୍ କପି । ୬) ଜାତିଗତ ପ୍ରମାଣ ପତ୍ର (SC/ ST) ୭) ଦୁଇ ଗୋଟି ଚରିତ୍ର ପ୍ରମାଣପତ୍ର ଭିନ୍ନ ଭିନ୍ନ ଗେଜେଟେଡ ଅଫିସରଙ୍କଠାରୁ ଯେକି ପ୍ରାର୍ଥୀ / ପ୍ରାର୍ଥିନୀଙ୍କର ସମ୍ପର୍କୀୟ ହୋଇ ନଥିବେ । ୮) ଗୋଷ୍ଠି ପ୍ରାର୍ଥୀ / ପ୍ରାର୍ଥିନୀ ସମ୍ପୃକ୍ତ ଜିଲ୍ଲା ମୁଖ୍ୟ ପ୍ରାଣୀ ଚିକିତ୍ସା ଅଧିକାରୀଙ୍କଠାରୁ ହାସଲ କରିଥିବା କୃତ୍ରିମ ପ୍ରଜନନ ପ୍ରୟୋଗ କାର୍ଯ୍ୟ କ୍ଷେତ୍ରରେ ତିନି ବର୍ଷ ଓ ତତ୍ ଉର୍ଦ୍ଧ୍ୱ ଏକନିଷ୍ଠ ଭାବେ କାର୍ଯ୍ୟ କୁଶଳତାର ଅନୁଭୂତି ପ୍ରମାଣପତ୍ରର ଆଟେଷ୍ଟେଡ୍ କପି । ସବୁ ଆଟେଷ୍ଟେଡ କପିରେ ପ୍ରାର୍ଥୀ ଓ ପ୍ରାର୍ଥିନୀ ନିଜେ ସ୍ୱାକ୍ଷର କରିବେ । ୯) ଅନ୍ୟ ଜିଲ୍ଲାରେ ନିଯୁକ୍ତି ହେବା ପାଇଁ ନିଜର ସହମତି ପତ୍ର ; (ଆବଶ୍ୟକ ସ୍ଥଳେ) ସ୍ଥାନ: ତାରିଖ: ଆବେଦନକାରୀଙ୍କ ସ୍ୱାକ୍ଷର ଫଟୋ ସଂଲଗ୍ନ କରାଯିବ [3, 3, 467, 1498]
officer-name: ସ୍ୱା/- ଡ. ପର୍ଶୁରାମ ଷଣ୍ଢ [399, 605, 461, 614]
black-registration-dot [344, 1506, 353, 1515]
eligibility-section [9, 217, 461, 327]
